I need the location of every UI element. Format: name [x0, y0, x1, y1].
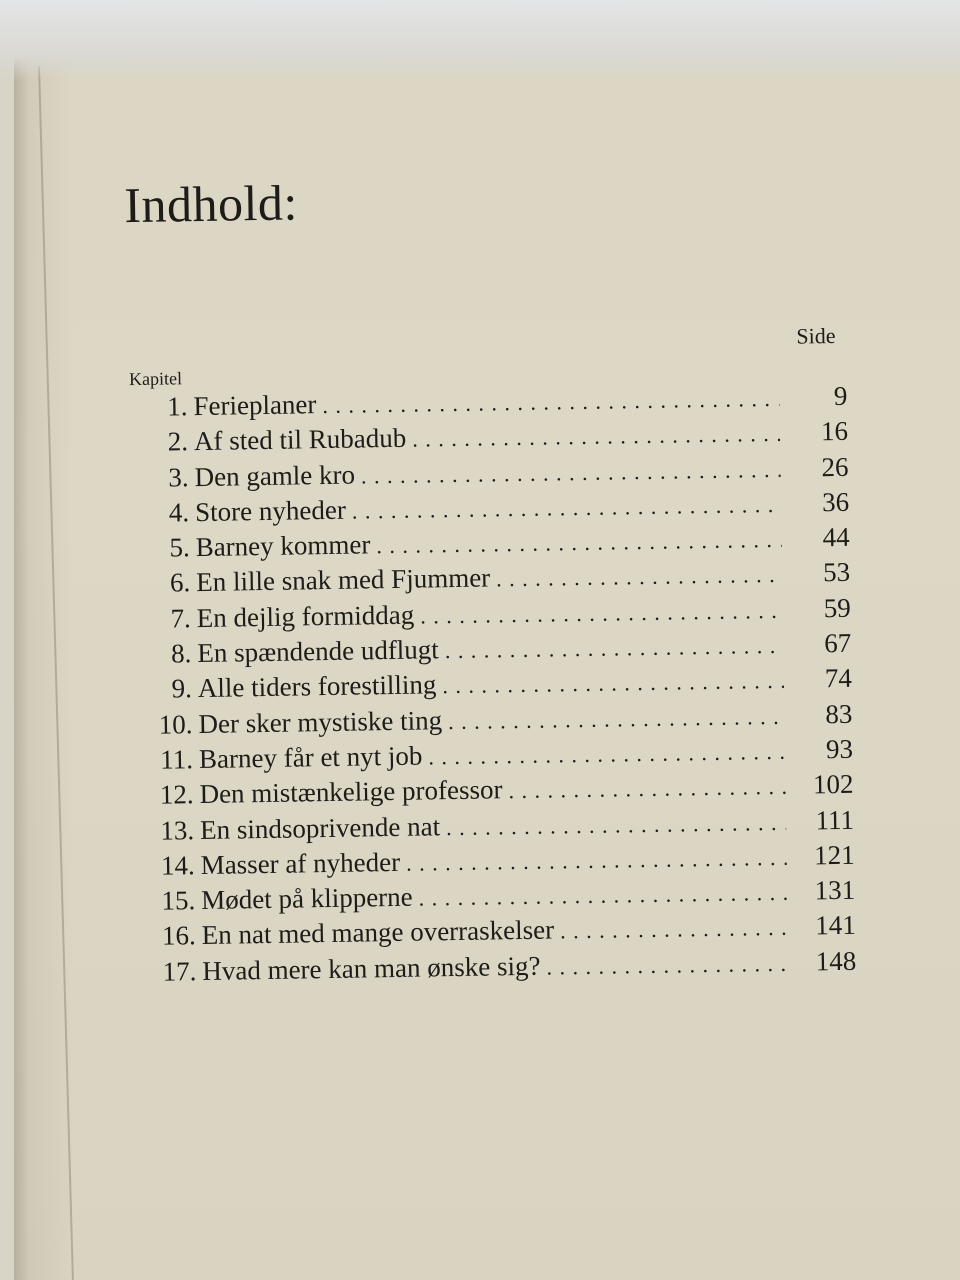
dot-leader — [546, 946, 788, 985]
chapter-number: 4. — [168, 497, 190, 528]
chapter-page-number: 44 — [822, 521, 850, 553]
chapter-title: En sindsoprivende nat — [199, 810, 441, 845]
chapter-page-number: 16 — [820, 416, 849, 447]
chapter-number: 9. — [171, 673, 193, 704]
table-of-contents — [127, 379, 856, 990]
dot-leader — [445, 628, 784, 668]
dot-leader — [442, 663, 784, 703]
chapter-number: 17. — [162, 955, 197, 987]
chapter-title: Den gamle kro — [194, 459, 356, 492]
chapter-page-number: 9 — [833, 380, 848, 412]
chapter-title: En spændende udflugt — [197, 634, 440, 669]
chapter-number: 12. — [159, 779, 194, 810]
chapter-page-number: 36 — [821, 486, 850, 518]
chapter-number: 5. — [169, 532, 190, 563]
chapter-page-number: 141 — [814, 910, 856, 941]
page-column-header: Side — [796, 323, 836, 349]
chapter-page-number: 74 — [824, 663, 853, 694]
chapter-title: Barney kommer — [195, 529, 371, 563]
dot-leader — [412, 416, 780, 457]
chapter-number: 11. — [160, 744, 194, 775]
chapter-number: 1. — [166, 391, 188, 422]
chapter-number: 13. — [160, 814, 195, 846]
chapter-title: Af sted til Rubadub — [193, 423, 407, 457]
chapter-number: 6. — [169, 567, 191, 598]
chapter-number: 14. — [160, 849, 195, 881]
chapter-title: En lille snak med Fjummer — [196, 562, 491, 598]
chapter-title: Hvad mere kan man ønske sig? — [202, 950, 541, 986]
dot-leader — [376, 522, 782, 563]
chapter-title: Den mistænkelige professor — [199, 774, 503, 810]
dot-leader — [508, 769, 786, 808]
chapter-title: Ferieplaner — [193, 389, 317, 422]
chapter-title: En dejlig formiddag — [196, 599, 415, 633]
dot-leader — [560, 910, 788, 949]
dot-leader — [418, 875, 787, 916]
chapter-page-number: 148 — [815, 945, 857, 977]
background-strip — [0, 0, 960, 80]
chapter-page-number: 67 — [824, 627, 852, 659]
chapter-page-number: 53 — [822, 557, 851, 588]
chapter-number: 7. — [170, 602, 192, 634]
chapter-page-number: 111 — [815, 804, 855, 835]
chapter-page-number: 83 — [825, 698, 853, 729]
dot-leader — [420, 593, 783, 634]
dot-leader — [406, 840, 787, 881]
dot-leader — [448, 699, 785, 739]
chapter-number: 3. — [168, 461, 189, 493]
chapter-number: 10. — [158, 708, 193, 740]
dot-leader — [496, 557, 783, 596]
chapter-title: Der sker mystiske ting — [198, 704, 443, 739]
book-page — [14, 6, 960, 1280]
page-content — [14, 6, 960, 1280]
chapter-page-number: 102 — [812, 769, 854, 800]
chapter-page-number: 131 — [814, 874, 856, 906]
chapter-number: 2. — [167, 426, 189, 457]
chapter-column-header: Kapitel — [128, 368, 183, 390]
chapter-page-number: 93 — [825, 733, 854, 765]
chapter-number: 16. — [161, 920, 197, 952]
chapter-page-number: 26 — [821, 451, 849, 482]
chapter-title: Barney får et nyt job — [198, 740, 423, 775]
chapter-title: Store nyheder — [194, 494, 347, 527]
dot-leader — [428, 734, 785, 775]
chapter-page-number: 59 — [823, 592, 851, 623]
chapter-title: Alle tiders forestilling — [197, 669, 437, 704]
chapter-page-number: 121 — [813, 839, 855, 871]
chapter-number: 15. — [161, 885, 196, 916]
page-title: Indhold: — [123, 174, 299, 234]
chapter-title: Mødet på klipperne — [200, 881, 413, 916]
chapter-title: Masser af nyheder — [200, 846, 401, 880]
dot-leader — [446, 804, 787, 844]
chapter-number: 8. — [170, 638, 192, 669]
chapter-title: En nat med mange overraskelser — [201, 914, 555, 951]
